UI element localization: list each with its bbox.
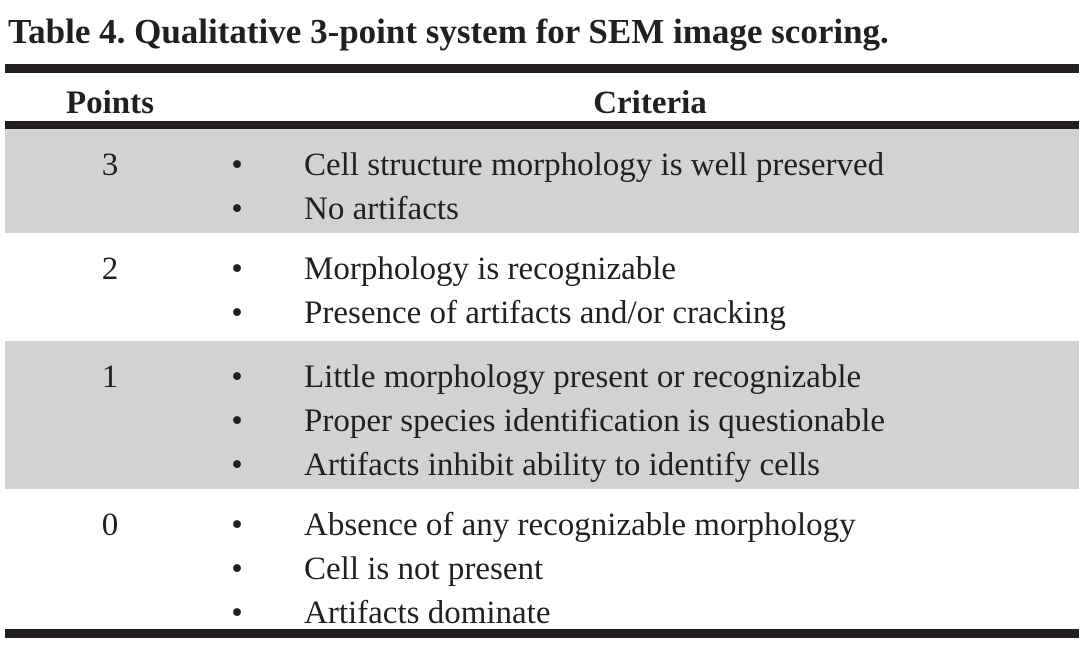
- list-item: [5, 591, 1079, 635]
- criterion-text: Proper species identification is questionable: [304, 403, 886, 439]
- list-item: [5, 355, 1079, 399]
- bullet: •: [231, 551, 243, 587]
- list-item: [5, 443, 1079, 487]
- list-item: [5, 547, 1079, 591]
- list-item: [5, 399, 1079, 443]
- header-points: Points: [65, 85, 154, 121]
- criterion-text: No artifacts: [304, 191, 459, 227]
- list-item: [5, 247, 1079, 291]
- list-item: [5, 187, 1079, 231]
- header-criteria: Criteria: [593, 85, 707, 121]
- table-row: [5, 129, 1079, 233]
- table-header-rule: [5, 121, 1079, 129]
- bullet: •: [231, 147, 243, 183]
- row-points: 0: [101, 507, 119, 543]
- criterion-text: Artifacts dominate: [304, 595, 551, 631]
- bullet: •: [231, 295, 243, 331]
- criteria-list: [5, 247, 1079, 335]
- table-top-rule: [5, 64, 1079, 73]
- bullet: •: [231, 251, 243, 287]
- criteria-list: [5, 143, 1079, 231]
- list-item: [5, 143, 1079, 187]
- table-header: [5, 73, 1079, 121]
- bullet: •: [231, 403, 243, 439]
- criterion-text: Artifacts inhibit ability to identify cells: [304, 447, 820, 483]
- list-item: [5, 291, 1079, 335]
- scoring-table: [5, 64, 1079, 638]
- table-row: [5, 233, 1079, 341]
- bullet: •: [231, 507, 243, 543]
- bullet: •: [231, 595, 243, 631]
- list-item: [5, 503, 1079, 547]
- criterion-text: Presence of artifacts and/or cracking: [304, 295, 786, 331]
- criteria-list: [5, 503, 1079, 635]
- bullet: •: [231, 447, 243, 483]
- criterion-text: Little morphology present or recognizable: [304, 359, 862, 395]
- criterion-text: Cell structure morphology is well preserved: [304, 147, 885, 183]
- criterion-text: Morphology is recognizable: [304, 251, 677, 287]
- bullet: •: [231, 359, 243, 395]
- criterion-text: Cell is not present: [304, 551, 544, 587]
- table-row: [5, 489, 1079, 629]
- row-points: 3: [101, 147, 119, 183]
- table-caption: Table 4. Qualitative 3-point system for SEM image scoring.: [8, 12, 889, 51]
- row-points: 2: [101, 251, 119, 287]
- row-points: 1: [101, 359, 119, 395]
- table-row: [5, 341, 1079, 489]
- criterion-text: Absence of any recognizable morphology: [304, 507, 856, 543]
- criteria-list: [5, 355, 1079, 487]
- bullet: •: [231, 191, 243, 227]
